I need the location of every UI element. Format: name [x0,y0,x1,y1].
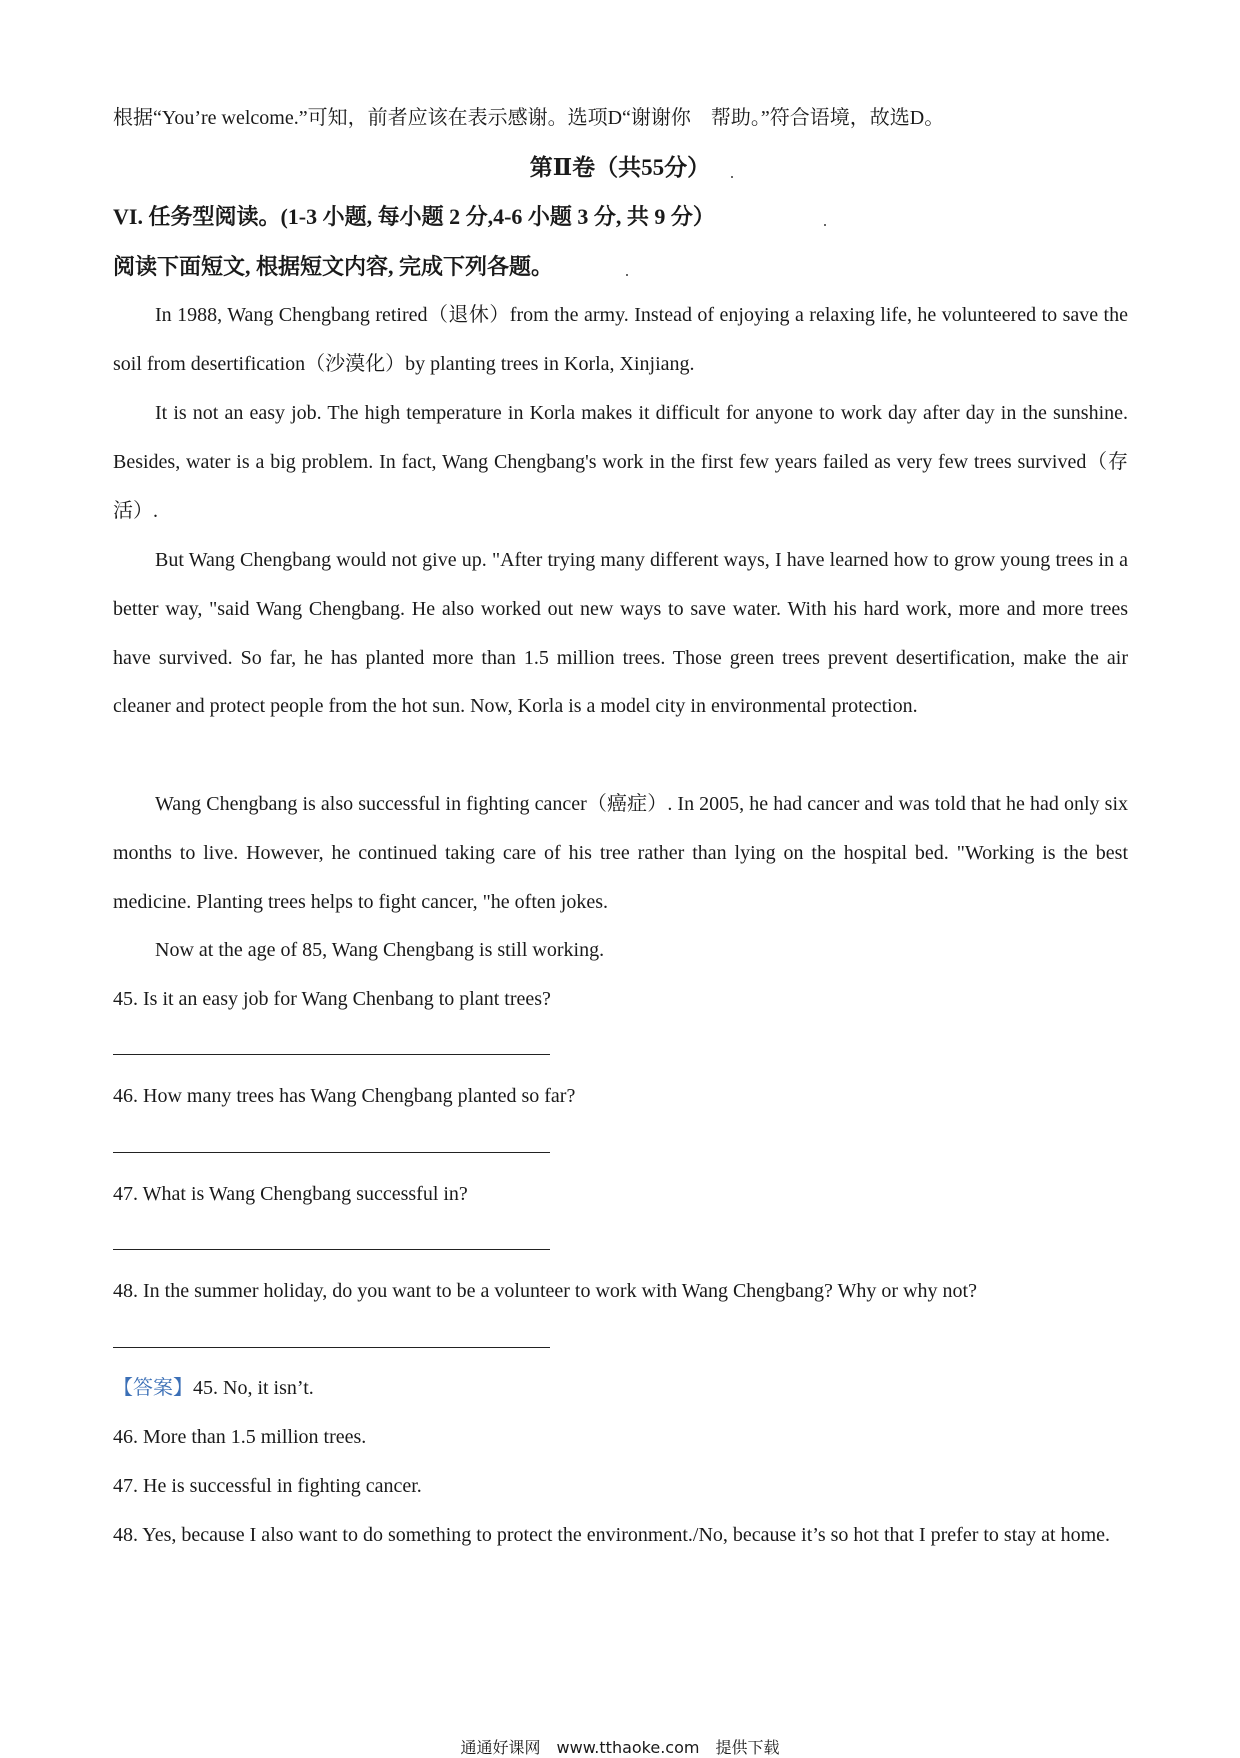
scan-dot [824,224,826,226]
answer-45 [113,1378,314,1398]
answer-blank-45[interactable] [113,1054,550,1055]
question-47: 47. What is Wang Chengbang successful in? [113,1183,468,1205]
answer-46: 46. More than 1.5 million trees. [113,1426,367,1448]
instruction: 阅读下面短文, 根据短文内容, 完成下列各题。 [113,254,554,279]
answer-48: 48. Yes, because I also want to do something to protect the environment./No, because it’s so hot that I prefer to stay at home. [113,1524,1111,1546]
answer-47: 47. He is successful in fighting cancer. [113,1475,422,1497]
scan-dot [626,274,628,276]
answer-blank-46[interactable] [113,1152,550,1153]
section-title: 第Ⅱ卷（共55分） [529,155,711,180]
part-heading: VI. 任务型阅读。(1-3 小题, 每小题 2 分,4-6 小题 3 分, 共 9 分） [113,204,715,229]
answer-tag: 【答案】 [113,1377,193,1399]
intro-line: 根据“You’re welcome.”可知，前者应该在表示感谢。选项D“谢谢你 帮助。”符合语境，故选D。 [113,107,945,129]
passage-paragraph-4: Wang Chengbang is also successful in fighting cancer（癌症）. In 2005, he had cancer and was told that he had only six months to live. However, he continued taking care of his tree rather than lying on the hospital bed. "Working is the best medicine. Planting trees helps to fight cancer, "he often jokes. [113,793,1128,913]
answer-blank-48[interactable] [113,1347,550,1348]
page-footer: 通通好课网 www.tthaoke.com 提供下载 [460,1738,780,1757]
answer-blank-47[interactable] [113,1249,550,1250]
passage-paragraph-2: It is not an easy job. The high temperature in Korla makes it difficult for anyone to work day after day in the sunshine. Besides, water is a big problem. In fact, Wang Chengbang's work in the first few years failed as very few trees survived（存活）. [113,402,1128,522]
question-45: 45. Is it an easy job for Wang Chenbang to plant trees? [113,988,551,1010]
question-46: 46. How many trees has Wang Chengbang planted so far? [113,1085,576,1107]
scan-dot [731,176,733,178]
passage-paragraph-5: Now at the age of 85, Wang Chengbang is still working. [155,939,605,961]
question-48: 48. In the summer holiday, do you want to be a volunteer to work with Wang Chengbang? Why or why not? [113,1280,977,1302]
passage-paragraph-1: In 1988, Wang Chengbang retired（退休）from the army. Instead of enjoying a relaxing life, he volunteered to save the soil from desertification（沙漠化）by planting trees in Korla, Xinjiang. [113,304,1128,375]
answer-45-text: 45. No, it isn’t. [193,1377,314,1399]
passage-paragraph-3: But Wang Chengbang would not give up. "After trying many different ways, I have learned how to grow young trees in a better way, "said Wang Chengbang. He also worked out new ways to save water. With his hard work, more and more trees have survived. So far, he has planted more than 1.5 million trees. Those green trees prevent desertification, make the air cleaner and protect people from the hot sun. Now, Korla is a model city in environmental protection. [113,549,1128,718]
